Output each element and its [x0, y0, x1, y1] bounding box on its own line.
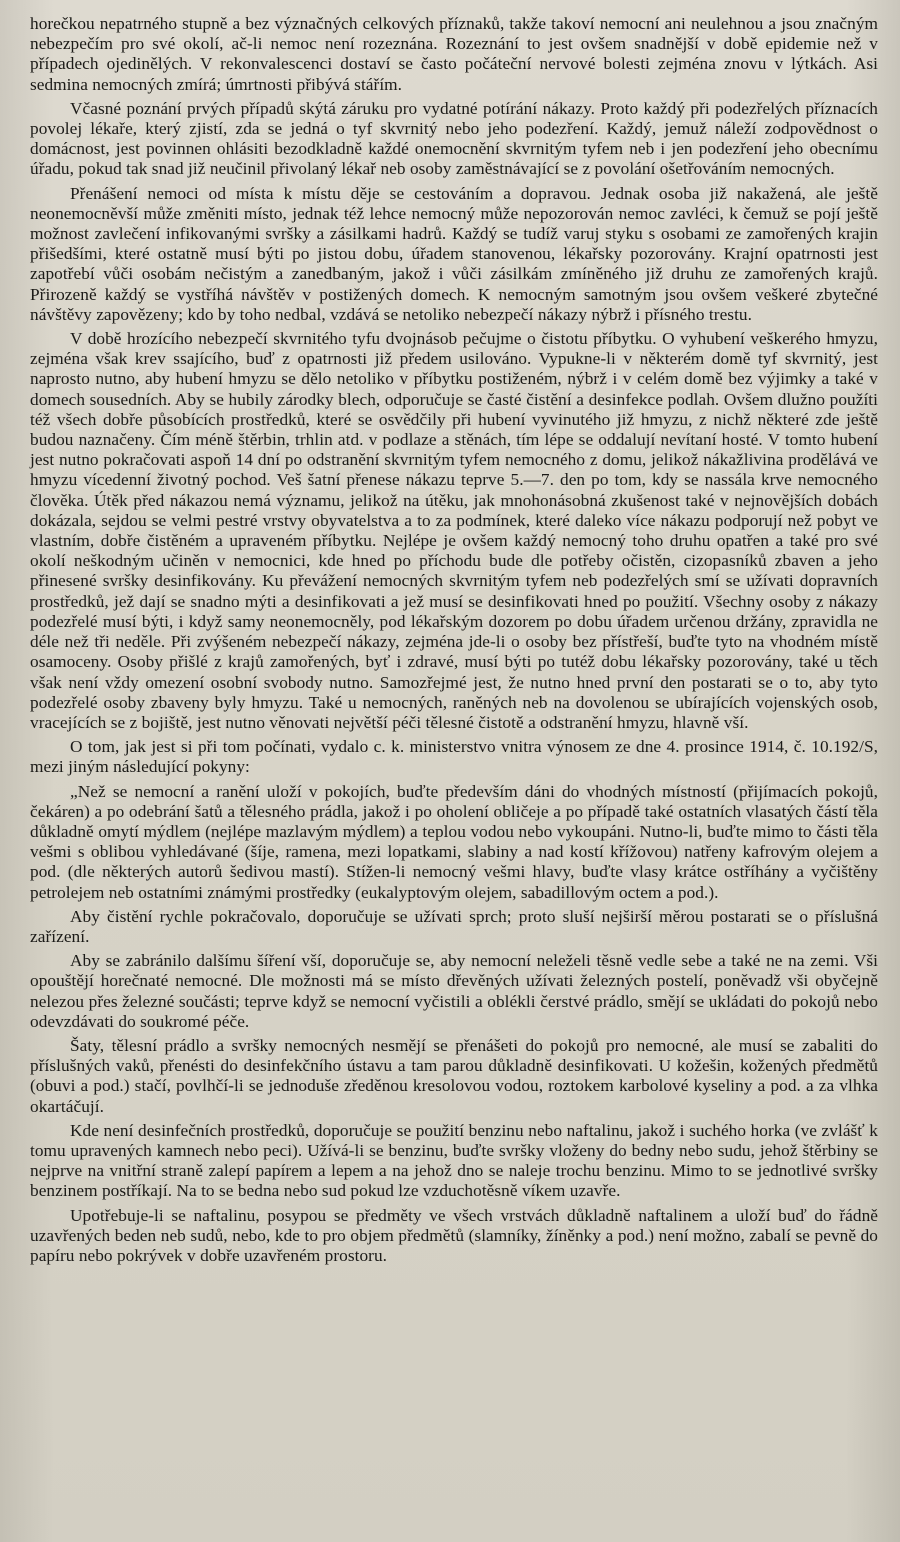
paragraph-transmission: Přenášení nemoci od místa k místu děje se cestováním a dopravou. Jednak osoba již nakažená, ale ještě neonemocněvší může změniti místo, jednak též lehce nemocný může nepozorován nemoc zavléci, k čemuž se pojí ještě možnost zavlečení infikovanými svršky a zásilkami hadrů. Každý se tudíž varuj styku s osobami ze zamořených krajin přišedšími, které ostatně musí býti po jistou dobu, úřadem stanovenou, lékařsky pozorovány. Krajní opatrnosti jest zapotřebí vůči osobám nečistým a zanedbaným, jakož i vůči zásilkám zmíněného již druhu ze zamořených krajů. Přirozeně každý se vystříhá návštěv v postižených domech. K nemocným samotným jsou ovšem veškeré zbytečné návštěvy zapovězeny; kdo by toho nedbal, vzdává se netoliko nebezpečí nákazy nýbrž i přísného trestu.	[30, 183, 878, 324]
document-body	[30, 14, 878, 1266]
paragraph-naphthalene: Upotřebuje-li se naftalinu, posypou se předměty ve všech vrstvách důkladně naftalinem a uloží buď do řádně uzavřených beden neb sudů, nebo, kde to pro objem předmětů (slamníky, žíněnky a pod.) není možno, zabalí se pevně do papíru nebo pokrývek v dobře uzavřeném prostoru.	[30, 1205, 878, 1265]
paragraph-household-hygiene: V době hrozícího nebezpečí skvrnitého tyfu dvojnásob pečujme o čistotu příbytku. O vyhubení veškerého hmyzu, zejména však krev ssajícího, buď z opatrnosti již předem usilováno. Vypukne-li v některém domě tyf skvrnitý, jest naprosto nutno, aby hubení hmyzu se dělo netoliko v příbytku postiženém, nýbrž i v celém domě bez výjimky a také v domech sousedních. Aby se hubily zárodky blech, odporučuje se časté čistění a desinfekce podlah. Ovšem dlužno použíti též všech dobře působících prostředků, které se osvědčily při hubení vyvinutého již hmyzu, z nichž některé zde ještě budou naznačeny. Čím méně štěrbin, trhlin atd. v podlaze a stěnách, tím lépe se oddalují nevítaní hosté. V tomto hubení jest nutno pokračovati aspoň 14 dní po odstranění skvrnitým tyfem nemocného z domu, jelikož nákažlivina prodělává ve hmyzu vícedenní životný pochod. Veš šatní přenese nákazu teprve 5.—7. den po tom, kdy se nassála krve nemocného člověka. Útěk před nákazou nemá významu, jelikož na útěku, jak mnohonásobná zkušenost také v nejnovějších dobách dokázala, sejdou se velmi pestré vrstvy obyvatelstva a to za podmínek, které daleko více nákazu podporují než pobyt ve vlastním, dobře čistěném a upraveném příbytku. Nejlépe je ovšem každý nemocný toho druhu opatřen a také pro své okolí neškodným učiněn v nemocnici, kde hned po příchodu bude dle potřeby očistěn, cizopasníků zbaven a jeho přinesené svršky desinfikovány. Ku převážení nemocných skvrnitým tyfem neb podezřelých smí se užívati dopravních prostředků, jež dají se snadno mýti a desinfikovati a jež musí se desinfikovati hned po použití. Všechny osoby z nákazy podezřelé musí býti, i když samy neonemocněly, pod lékařským dozorem po dobu úřadem určenou držány, zpravidla ne déle než tři neděle. Při zvýšeném nebezpečí nákazy, zejména jde-li o osoby bez přístřeší, buďte tyto na vhodném místě osamoceny. Osoby přišlé z krajů zamořených, byť i zdravé, musí býti po tutéž dobu lékařsky pozorovány, také u těch však není vždy omezení osobní svobody nutno. Samozřejmé jest, že nutno hned první den postarati se o to, aby tyto podezřelé osoby zbaveny byly hmyzu. Také u nemocných, raněných neb na dovolenou se ubírajících vojenských osob, vracejících se z bojiště, jest nutno věnovati největší péči tělesné čistotě a odstranění hmyzu, hlavně vší.	[30, 329, 878, 732]
paragraph-early-detection: Včasné poznání prvých případů skýtá záruku pro vydatné potírání nákazy. Proto každý při podezřelých příznacích povolej lékaře, který zjistí, zda se jedná o tyf skvrnitý nebo jeho podezření. Každý, jemuž náleží zodpovědnost o domácnost, jest povinnen ohlásiti bezodkladně každé onemocnění skvrnitým tyfem neb i jen podezření jeho obecnímu úřadu, pokud tak snad již neučinil přivolaný lékař neb osoby zaměstnávající se z povolání ošetřováním nemocných.	[30, 98, 878, 179]
paragraph-admission-washing: „Než se nemocní a ranění uloží v pokojích, buďte především dáni do vhodných místností (přijímacích pokojů, čekáren) a po odebrání šatů a tělesného prádla, jakož i po oholení obličeje a po případě také ostatních vlasatých částí těla důkladně omytí mýdlem (nejlépe mazlavým mýdlem) a teplou vodou nebo vykoupáni. Nutno-li, buďte mimo to části těla vešmi s oblibou vyhledávané (šíje, ramena, mezi lopatkami, slabiny a nad kostí křížovou) natřeny kafrovým olejem a pod. (dle některých autorů šedivou mastí). Stížen-li nemocný vešmi hlavy, buďte vlasy krátce ostříhány a vyčištěny petrolejem neb ostatními známými prostředky (eukalyptovým olejem, sabadillovým octem a pod.).	[30, 781, 878, 902]
paragraph-continuation: horečkou nepatrného stupně a bez význačných celkových příznaků, takže takoví nemocní ani neulehnou a jsou značným nebezpečím pro své okolí, ač-li nemoc není rozeznána. Rozeznání to jest ovšem snadnější v době epidemie než v případech ojedinělých. V rekonvalescenci dostaví se často počáteční nervové bolesti zejména znovu v lýtkách. Asi sedmina nemocných zmírá; úmrtnosti přibývá stářím.	[30, 14, 878, 94]
paragraph-benzine: Kde není desinfečních prostředků, doporučuje se použití benzinu nebo naftalinu, jakož i suchého horka (ve zvlášť k tomu upravených kamnech nebo peci). Užívá-li se benzinu, buďte svršky vloženy do bedny nebo sudu, jehož štěrbiny se nejprve na vnitřní straně zalepí papírem a lepem a na jehož dno se naleje trochu benzinu. Mimo to se jednotlivé svršky benzinem postříkají. Na to se bedna nebo sud pokud lze vzduchotěsně víkem uzavře.	[30, 1120, 878, 1201]
paragraph-clothing-disinfection: Šaty, tělesní prádlo a svršky nemocných nesmějí se přenášeti do pokojů pro nemocné, ale musí se zabaliti do příslušných vaků, přenésti do desinfekčního ústavu a tam parou důkladně desinfikovati. U kožešin, kožených předmětů (obuvi a pod.) stačí, povlhčí-li se jednoduše zředěnou kresolovou vodou, roztokem karbolové kyseliny a pod. a za vlhka okartáčují.	[30, 1035, 878, 1116]
paragraph-ministry-decree: O tom, jak jest si při tom počínati, vydalo c. k. ministerstvo vnitra výnosem ze dne 4. prosince 1914, č. 10.192/S, mezi jiným následující pokyny:	[30, 737, 878, 777]
paragraph-beds: Aby se zabránilo dalšímu šíření vší, doporučuje se, aby nemocní neleželi těsně vedle sebe a také ne na zemi. Vši opouštějí horečnaté nemocné. Dle možnosti má se místo dřevěných užívati železných postelí, poněvadž vši obyčejně nelezou přes železné součásti; teprve když se nemocní vyčistili a oblékli čerstvé prádlo, smějí se ukládati do pokojů nebo odevzdávati do soukromé péče.	[30, 951, 878, 1031]
paragraph-showers: Aby čistění rychle pokračovalo, doporučuje se užívati sprch; proto sluší nejširší měrou postarati se o příslušná zařízení.	[30, 906, 878, 946]
